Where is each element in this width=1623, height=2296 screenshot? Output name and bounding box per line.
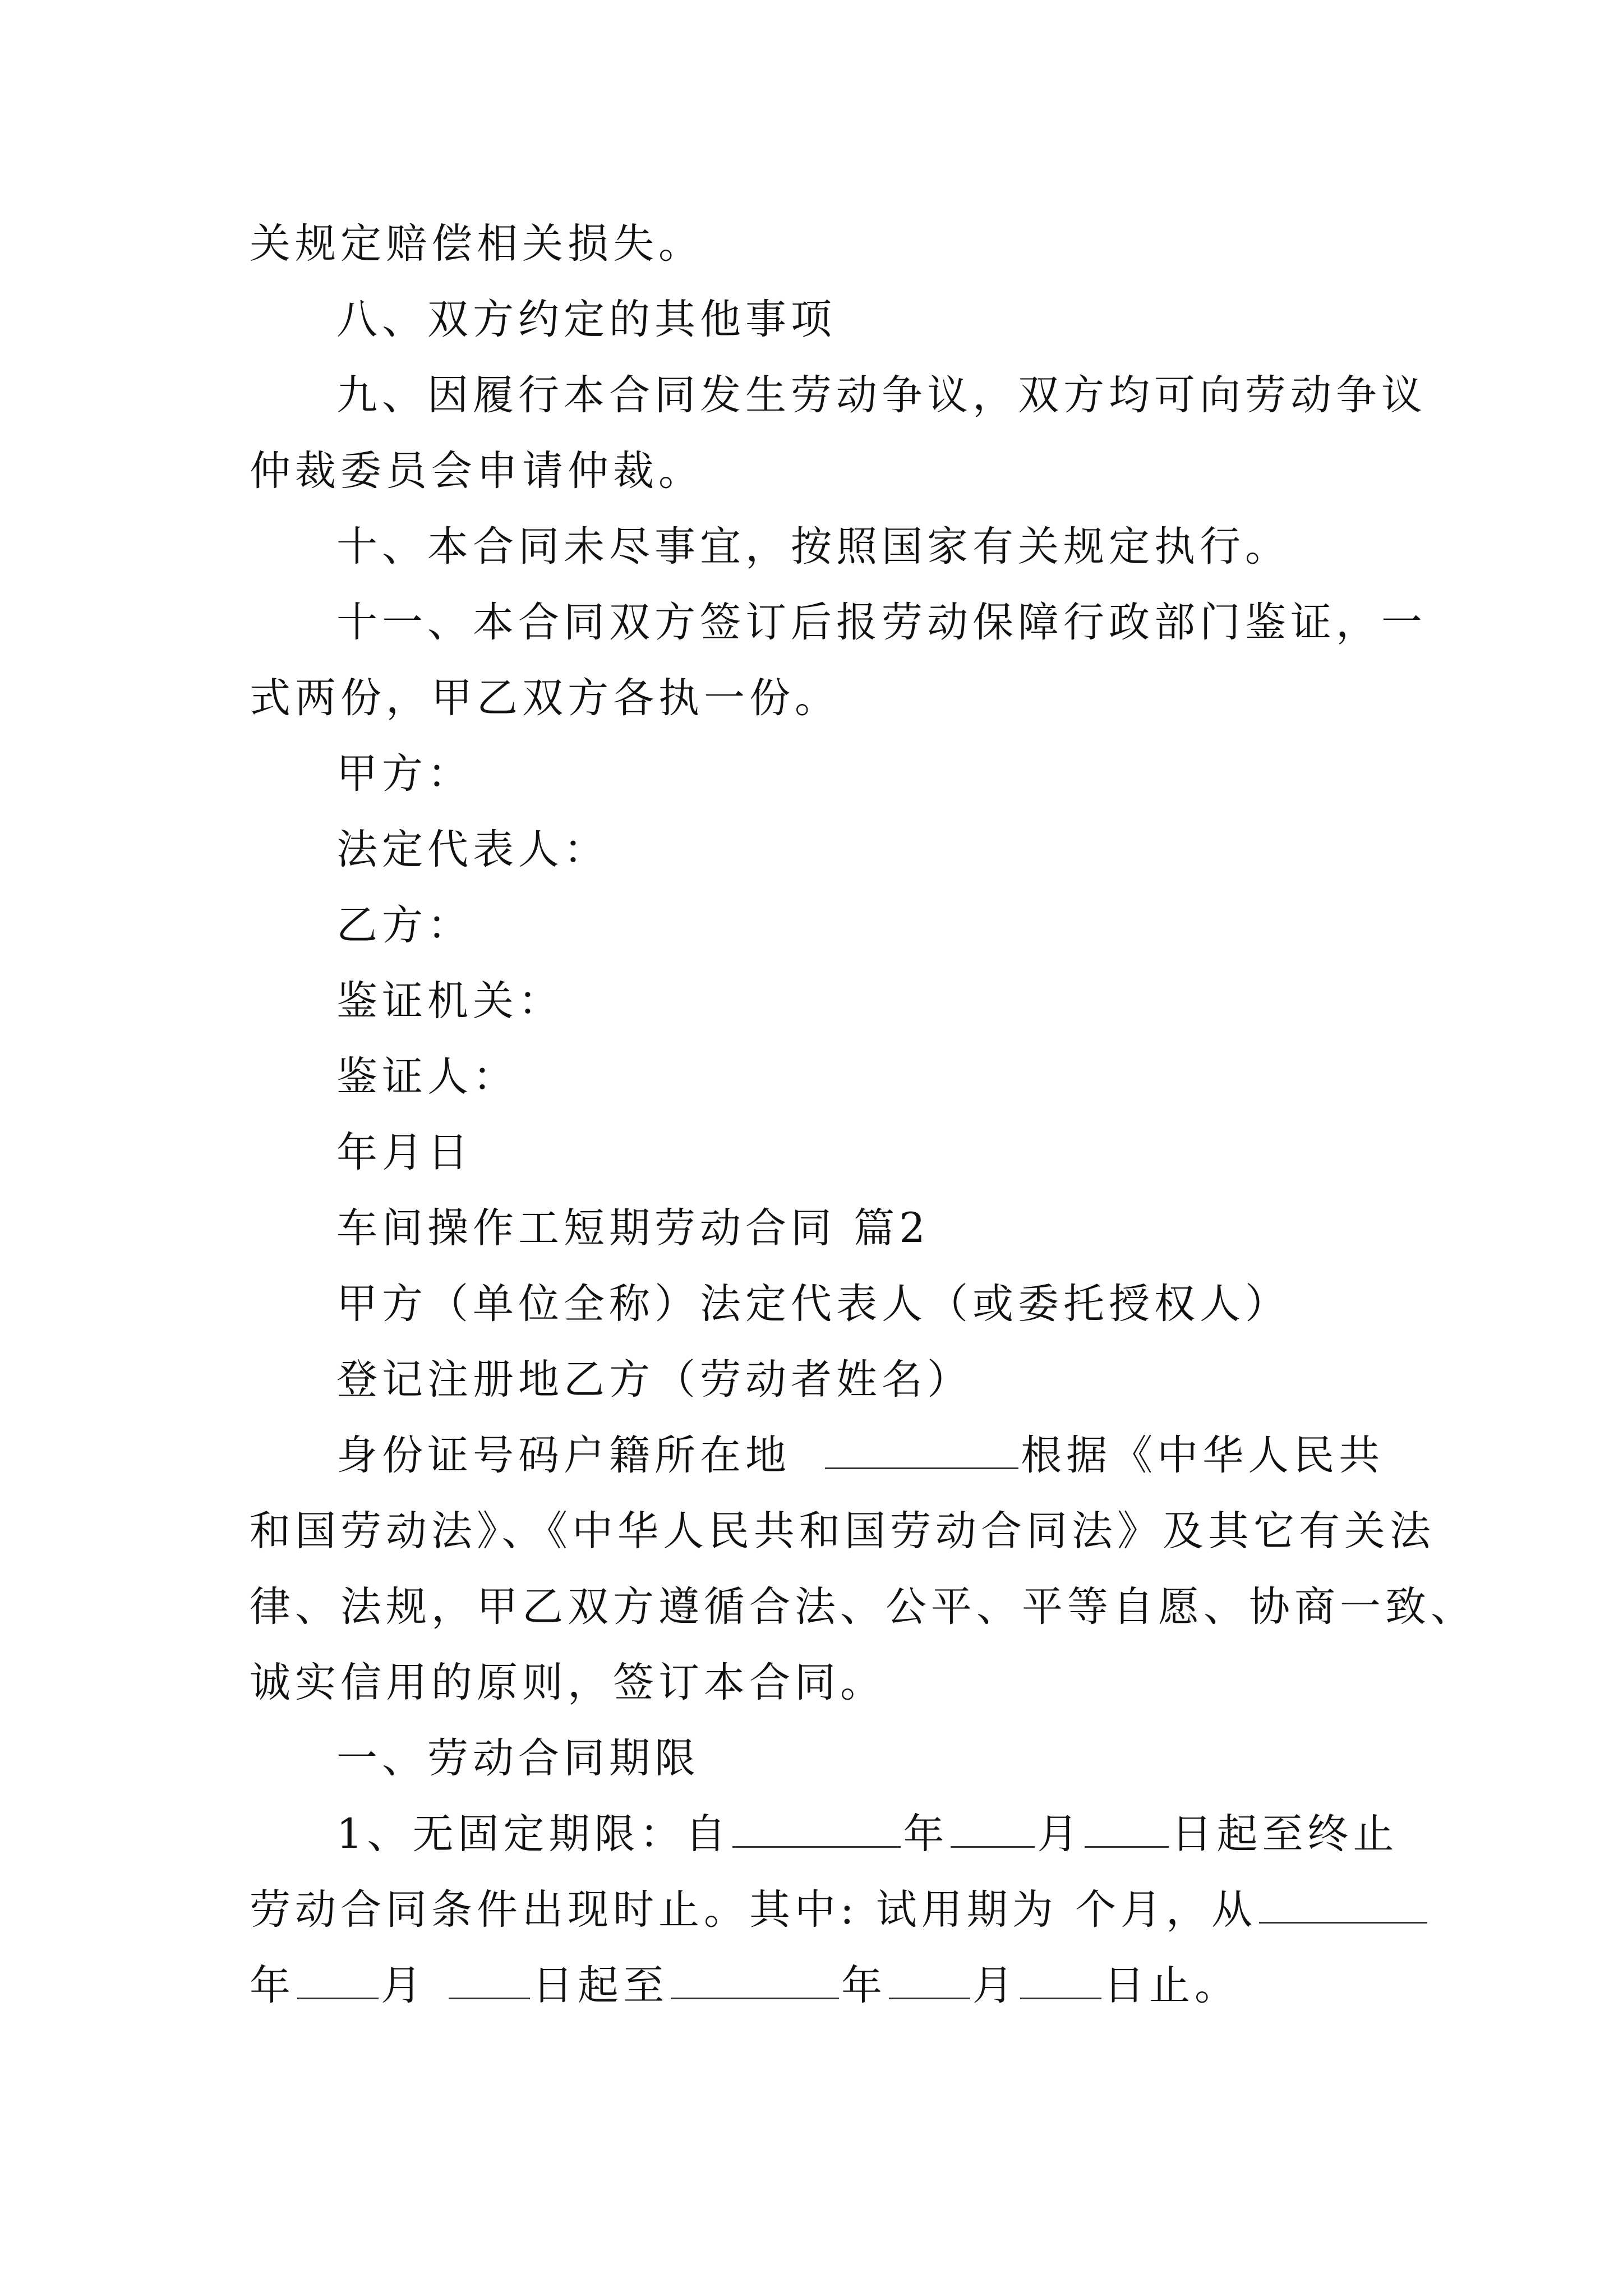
signature-date-label: 年月日 bbox=[336, 1129, 473, 1176]
clause-10: 十、本合同未尽事宜，按照国家有关规定执行。 bbox=[336, 523, 1290, 570]
clause-heading-8: 八、双方约定的其他事项 bbox=[336, 296, 836, 343]
party-b-line: 登记注册地乙方（劳动者姓名） bbox=[336, 1356, 972, 1404]
probation-start-year-blank bbox=[1259, 1887, 1427, 1924]
preamble-line-4: 诚实信用的原则，签订本合同。 bbox=[250, 1659, 886, 1706]
term-text: 1、无固定期限：自 bbox=[336, 1810, 731, 1858]
law-basis-text: 根据《中华人民共 bbox=[1021, 1432, 1385, 1479]
party-a-line: 甲方（单位全称）法定代表人（或委托授权人） bbox=[336, 1280, 1290, 1328]
year-text: 年 bbox=[841, 1962, 887, 2009]
residence-blank bbox=[825, 1433, 1018, 1469]
id-residence-text: 身份证号码户籍所在地 bbox=[336, 1432, 791, 1479]
term-line-2 bbox=[250, 1876, 1388, 1944]
probation-start-day-blank bbox=[449, 1963, 530, 1999]
clause-9-line-2: 仲裁委员会申请仲裁。 bbox=[250, 447, 704, 495]
term-line-1 bbox=[336, 1801, 1399, 1868]
start-year-blank bbox=[732, 1811, 901, 1848]
section-title: 车间操作工短期劳动合同 篇2 bbox=[336, 1204, 930, 1252]
preamble-line-3: 律、法规，甲乙双方遵循合法、公平、平等自愿、协商一致、 bbox=[250, 1583, 1476, 1631]
year-text: 年 bbox=[903, 1810, 949, 1858]
signature-authority-label: 鉴证机关： bbox=[336, 977, 564, 1025]
section-1-heading: 一、劳动合同期限 bbox=[336, 1734, 700, 1782]
term-line-3 bbox=[250, 1952, 1388, 2019]
id-residence-line bbox=[336, 1422, 1388, 1489]
day-text: 日起至终止 bbox=[1171, 1810, 1399, 1858]
signature-witness-label: 鉴证人： bbox=[336, 1053, 518, 1101]
probation-text: 劳动合同条件出现时止。其中: 试用期为 个月，从 bbox=[250, 1886, 1257, 1934]
signature-party-b-label: 乙方： bbox=[336, 901, 473, 949]
day-end-text: 日止。 bbox=[1104, 1962, 1240, 2009]
clause-11-line-2: 式两份，甲乙双方各执一份。 bbox=[250, 674, 840, 722]
month-text: 月 bbox=[1037, 1810, 1083, 1858]
probation-end-year-blank bbox=[671, 1963, 839, 1999]
signature-party-a-label: 甲方： bbox=[336, 750, 473, 798]
until-text: 日起至 bbox=[532, 1962, 668, 2009]
clause-11-line-1: 十一、本合同双方签订后报劳动保障行政部门鉴证，一 bbox=[336, 599, 1427, 646]
year-text: 年 bbox=[250, 1962, 295, 2009]
probation-start-month-blank bbox=[297, 1963, 379, 1999]
preamble-line-2: 和国劳动法》、《中华人民共和国劳动合同法》及其它有关法 bbox=[250, 1507, 1435, 1555]
probation-end-month-blank bbox=[889, 1963, 970, 1999]
probation-end-day-blank bbox=[1020, 1963, 1101, 1999]
start-month-blank bbox=[951, 1811, 1035, 1848]
month-text: 月 bbox=[972, 1962, 1018, 2009]
signature-legal-rep-label: 法定代表人： bbox=[336, 826, 609, 873]
paragraph-line: 关规定赔偿相关损失。 bbox=[250, 220, 704, 268]
month-text: 月 bbox=[381, 1962, 426, 2009]
start-day-blank bbox=[1085, 1811, 1169, 1848]
clause-9-line-1: 九、因履行本合同发生劳动争议，双方均可向劳动争议 bbox=[336, 371, 1427, 419]
